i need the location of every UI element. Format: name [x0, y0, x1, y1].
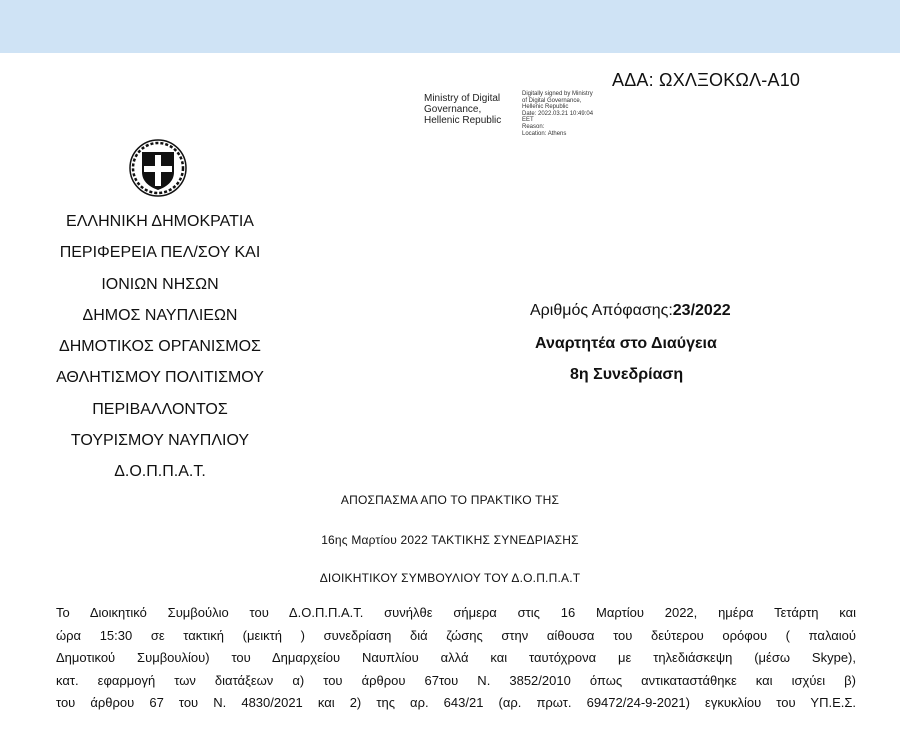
issuer-line: ΠΕΡΙΒΑΛΛΟΝΤΟΣ	[92, 400, 228, 418]
body-paragraph	[56, 602, 856, 715]
body-line: ώρα 15:30 σε τακτική (μεικτή ) συνεδρίαση διά ζώσης στην αίθουσα του δεύτερου ορόφου ( παλαιού	[56, 627, 856, 643]
session-number: 8η Συνεδρίαση	[570, 366, 684, 383]
issuer-line: ΕΛΛΗΝΙΚΗ ΔΗΜΟΚΡΑΤΙΑ	[66, 213, 254, 230]
signer-line: Governance,	[424, 104, 482, 115]
signer-line: Ministry of Digital	[424, 93, 501, 104]
signer-line: Hellenic Republic	[424, 115, 502, 126]
issuer-line: ΙΟΝΙΩΝ ΝΗΣΩΝ	[101, 275, 219, 293]
body-line: Το Διοικητικό Συμβούλιο του Δ.Ο.Π.Π.Α.Τ. συνήλθε σήμερα στις 16 Μαρτίου 2022, ημέρα Τετάρτη και	[56, 605, 856, 620]
issuer-line: ΔΗΜΟΤΙΚΟΣ ΟΡΓΑΝΙΣΜΟΣ	[59, 338, 261, 356]
signature-detail-line: Digitally signed by Ministry	[522, 91, 593, 97]
board-heading: ΔΙΟΙΚΗΤΙΚΟΥ ΣΥΜΒΟΥΛΙΟΥ ΤΟΥ Δ.Ο.Π.Π.Α.Τ	[319, 571, 581, 585]
decision-number-value: 23/2022	[672, 302, 731, 319]
signature-detail-line: Location: Athens	[522, 130, 567, 137]
issuer-line: ΠΕΡΙΦΕΡΕΙΑ ΠΕΛ/ΣΟΥ ΚΑΙ	[59, 244, 261, 262]
excerpt-heading: ΑΠΟΣΠΑΣΜΑ ΑΠΟ ΤΟ ΠΡΑΚΤΙΚΟ ΤΗΣ	[340, 493, 560, 507]
signature-detail-line: of Digital Governance,	[522, 97, 582, 104]
issuer-line: ΔΗΜΟΣ ΝΑΥΠΛΙΕΩΝ	[82, 306, 238, 324]
ada-code: ΑΔΑ: ΩΧΛΞΟΚΩΛ-Α10	[612, 70, 801, 90]
decision-number-label: Αριθμός Απόφασης:	[530, 302, 673, 319]
issuer-line: ΑΘΛΗΤΙΣΜΟΥ ΠΟΛΙΤΙΣΜΟΥ	[56, 369, 264, 387]
top-bar	[0, 0, 900, 53]
meeting-date-heading: 16ης Μαρτίου 2022 ΤΑΚΤΙΚΗΣ ΣΥΝΕΔΡΙΑΣΗΣ	[321, 533, 579, 547]
signature-detail-line: Hellenic Republic	[522, 104, 569, 111]
signature-detail-line: EET	[522, 117, 534, 124]
body-line: Δημοτικού Συμβουλίου) του Δημαρχείου Ναυπλίου αλλά και ταυτόχρονα με τηλεδιάσκεψη (μέσω Skype),	[56, 650, 856, 666]
issuer-line: Δ.Ο.Π.Π.Α.Τ.	[114, 463, 206, 481]
body-line: του άρθρου 67 του Ν. 4830/2021 και 2) της αρ. 643/21 (αρ. πρωτ. 69472/24-9-2021) εγκυκλίου του ΥΠ.Ε.Σ.	[56, 695, 856, 711]
signature-detail-line: Reason:	[522, 123, 545, 130]
decision-number	[530, 302, 731, 320]
issuer-block	[40, 208, 280, 490]
signature-detail-line: Date: 2022.03.21 10:49:04	[522, 110, 594, 117]
greek-coat-of-arms-icon	[128, 138, 188, 198]
signature-signer	[424, 93, 501, 126]
posting-note: Αναρτητέα στο Διαύγεια	[535, 335, 717, 352]
body-line: κατ. εφαρμογή των διατάξεων α) του άρθρου 67του Ν. 3852/2010 όπως αντικαταστάθηκε και ισχύει β)	[56, 672, 856, 688]
issuer-line: ΤΟΥΡΙΣΜΟΥ ΝΑΥΠΛΙΟΥ	[70, 432, 250, 450]
signature-details	[522, 91, 593, 137]
